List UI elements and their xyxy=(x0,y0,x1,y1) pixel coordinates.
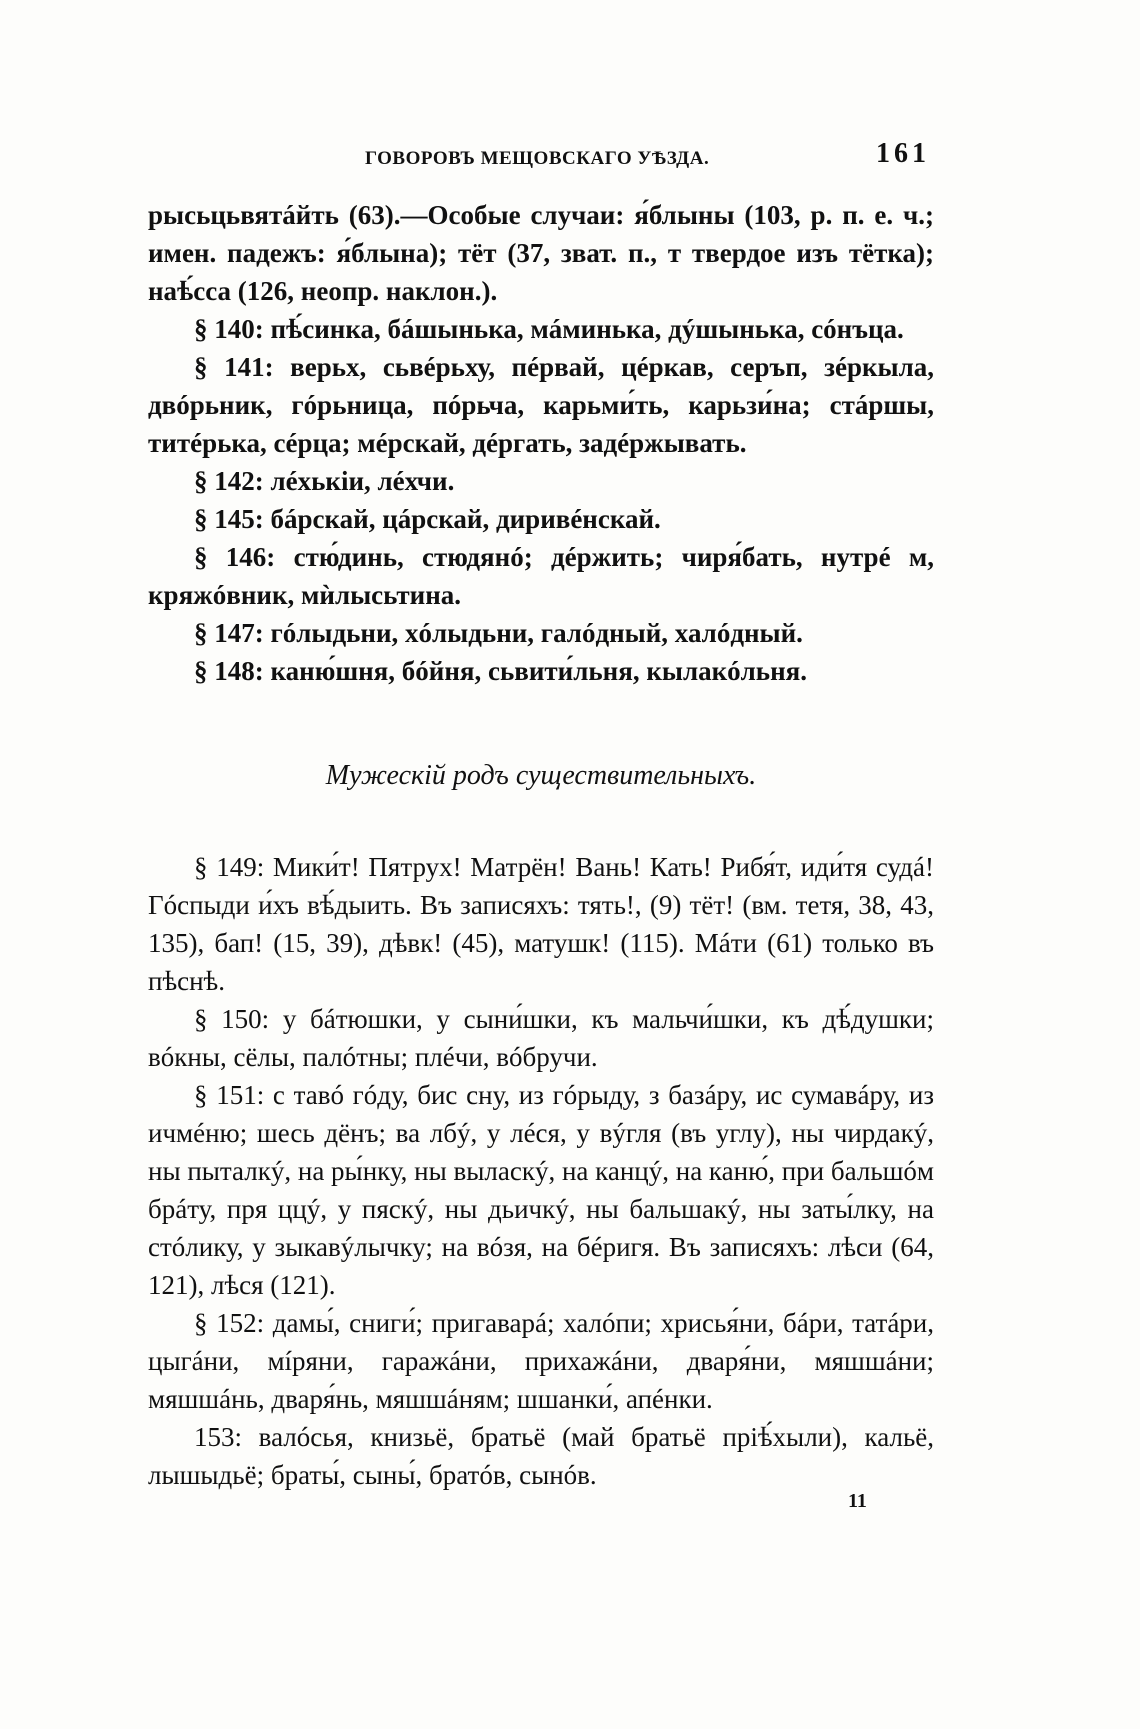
paragraph: 153: валóсья, книзьё, братьё (май братьё пріѣ́хыли), кальё, лышыдьё; браты́, сыны́, братóв, сынóв. xyxy=(148,1422,934,1490)
page-number: 161 xyxy=(876,138,930,169)
section-heading: Мужескій родъ существительныхъ. xyxy=(325,760,757,791)
signature-mark: 11 xyxy=(848,1490,867,1512)
page-header xyxy=(150,138,930,178)
paragraph: § 149: Мики́т! Пятрух! Матрён! Вань! Кать! Рибя́т, иди́тя судá! Гóспыди и́хъ вѣ́дыить. Въ записяхъ: тять!, (9) тёт! (вм. тетя, 38, 43, 135), бап! (15, 39), дѣвк! (45), матушк! (115). Мáти (61) только въ пѣснѣ. xyxy=(148,852,934,996)
running-title: ГОВОРОВЪ МЕЩОВСКАГО УѢЗДА. xyxy=(365,148,710,169)
paragraph: § 146: стю́динь, стюдянó; дéржить; чиря́бать, нутрé м, кряжóвник, мѝлысьтина. xyxy=(148,542,934,610)
paragraph: § 150: у бáтюшки, у сыни́шки, къ мальчи́шки, къ дѣ́душки; вóкны, сёлы, палóтны; плéчи, вóбручи. xyxy=(148,1004,934,1072)
body-text-bottom xyxy=(148,848,934,1494)
paragraph: § 148: каню́шня, бóйня, сьвити́льня, кылакóльня. xyxy=(194,656,807,686)
paragraph: § 145: бáрскай, цáрскай, диривéнскай. xyxy=(194,504,661,534)
paragraph: § 140: пѣ́синка, бáшынька, мáминька, дýшынька, сóнъца. xyxy=(194,314,904,344)
paragraph: § 142: лéхькіи, лéхчи. xyxy=(194,466,455,496)
paragraph: § 141: верьх, сьвéрьху, пéрвай, цéркав, серъп, зéркыла, двóрьник, гóрьница, пóрьча, карьми́ть, карьзи́на; стáршы, титéрька, сéрца; мéрскай, дéргать, задéржывать. xyxy=(148,352,934,458)
paragraph: § 147: гóлыдьни, хóлыдьни, галóдный, халóдный. xyxy=(194,618,803,648)
body-text-top xyxy=(148,196,934,690)
paragraph: § 152: дамы́, сниги́; пригаварá; халóпи; хрисья́ни, бáри, татáри, цыгáни, мíряни, гаражáни, прихажáни, дваря́ни, мяшшáни; мяшшáнь, дваря́нь, мяшшáням; шшанки́, апéнки. xyxy=(148,1308,934,1414)
paragraph: § 151: с тавó гóду, бис сну, из гóрыду, з базáру, ис сумавáру, из ичмéню; шесь дёнъ; ва лбý, у лéся, у вýгля (въ углу), ны чирдакý, ны пыталкý, на ры́нку, ны выласкý, на канцý, на каню́, при бальшóм брáту, пря ццý, у пяскý, ны дьичкý, ны бальшакý, ны заты́лку, на стóлику, у зыкавýлычку; на вóзя, на бéригя. Въ записяхъ: лѣси (64, 121), лѣся (121). xyxy=(148,1080,935,1300)
paragraph: рысьцьвятáйть (63).—Особые случаи: я́блыны (103, р. п. е. ч.; имен. падежъ: я́блына); тёт (37, зват. п., т твердое изъ тётка); наѣ́сса (126, неопр. наклон.). xyxy=(148,200,934,306)
